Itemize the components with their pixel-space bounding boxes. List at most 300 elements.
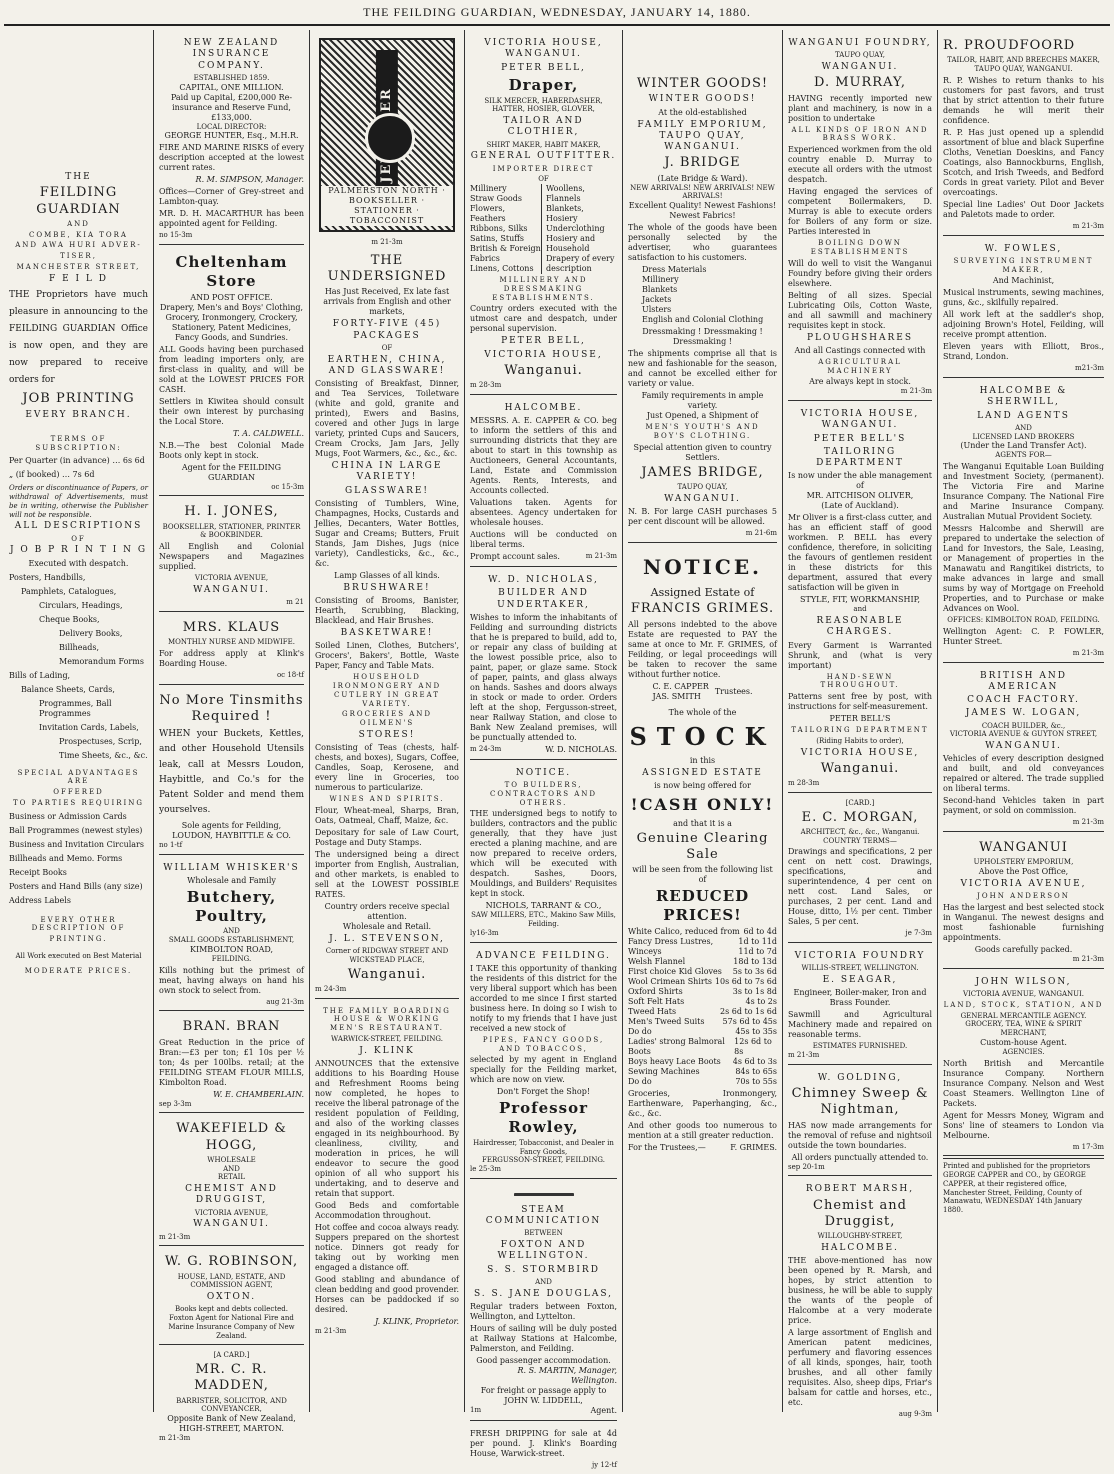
ad-ref: oc 15-3m [271,482,304,491]
ad-ref: aug 21-3m [266,997,304,1006]
ad-title: HALCOMBE. [504,402,583,413]
ad-line: ESTABLISHED 1859. [193,73,270,82]
ad-line: is now being offered for [654,780,751,790]
ad-line: SAW MILLERS, ETC., Makino Saw Mills, Feilding. [471,911,616,928]
ad-line: Hairdresser, Tobacconist, and Dealer in Fancy Goods, [473,1138,614,1156]
ad-line: VICTORIA AVENUE, [194,1208,269,1217]
ad-line: BUILDER AND UNDERTAKER, [497,588,590,610]
price-value: 1d to 11d [738,936,777,946]
ad-line: Prompt account sales. [470,552,560,561]
ad-body: Settlers in Kiwitea should consult their own interest by purchasing the Local Store. [159,396,304,426]
terms-row: „ (if booked) … 7s 6d [9,470,95,480]
ad-halcombe-sherwill [943,380,1104,663]
ad-line: LOCAL DIRECTOR: [196,122,267,131]
list-item: Hosiery and [546,234,596,243]
list-item: Flowers, Feathers [470,204,506,223]
ad-line: (Late of Auckland). [821,501,899,511]
ad-line: TAILORING DEPARTMENT [816,446,904,468]
price-value: 11d to 7d [738,946,777,956]
price-row [628,1027,777,1037]
ad-golding [788,1067,932,1177]
ad-line: BARRISTER, SOLICITOR, AND CONVEYANCER, [176,1396,287,1414]
ad-line: WHOLESALE [207,1155,256,1164]
ad-title: Cheltenham Store [175,253,288,290]
masthead-title: THE FEILDING GUARDIAN, WEDNESDAY, JANUARY 14, 1880. [4,0,1110,26]
ad-body: All work left at the saddler's shop, adjoining Brown's Hotel, Feilding, will receive prompt attention. [943,310,1104,340]
ad-line: VICTORIA AVENUE, WANGANUI. [962,990,1085,998]
ad-line: Wanganui. [820,760,900,776]
ad-line: At the old-established [658,107,747,117]
price-value: 5s to 3s 6d [732,966,777,976]
ad-title: VICTORIA HOUSE, WANGANUI. [800,409,920,431]
item: Billheads, [59,642,99,652]
column-5 [623,30,783,1412]
ad-jones [159,498,304,612]
price-item: First choice Kid Gloves [628,966,722,976]
ad-body: Consisting of Breakfast, Dinner, and Tea Services, Toiletware (white and gold, granite and printed), Ewers and Basins, covered and other Jugs in large variety, printed Cups and Saucers, Cream Crocks, Jam Jars, Jelly Mugs, Foot Warmers, &c., &c., &c. [315,379,459,458]
price-row [628,937,777,947]
ad-line: Just Opened, a Shipment of [646,411,759,420]
ad-line: LAND, STOCK, STATION, AND [943,1000,1104,1009]
ad-line: Books kept and debts collected. [175,1305,288,1314]
ad-halcombe-capper [470,397,617,567]
ad-marsh [788,1178,932,1423]
price-item: Men's Tweed Suits [628,1016,705,1026]
item: Programmes, Ball Programmes [39,698,112,718]
price-item: Ladies' strong Balmoral Boots [628,1036,725,1056]
ad-body: N.B.—The best Colonial Made Boots only kept in stock. [159,440,304,460]
ad-body: Depositary for sale of Law Court, Postage and Duty Stamps. [315,827,459,847]
column-4 [465,30,623,1469]
ad-line: Lamp Glasses of all kinds. [334,570,440,580]
price-row [628,1067,777,1077]
ad-body: Consisting of Tumblers, Wine, Champagnes, Hocks, Custards and Jellies, Decanters, Water Bottles, Sugar and Creams; Butters, Fruit Stands, Jam Dishes, Jugs (nice variety), Candlesticks, &c., &c., &c. [315,498,459,568]
ad-line: E. SEAGAR, [822,975,898,985]
ad-line: Goods carefully packed. [974,945,1073,954]
ad-body: FIRE AND MARINE RISKS of every description accepted at the lowest current rates. [159,143,304,173]
ad-line: WANGANUI. [985,741,1062,751]
ad-ref: m 24-3m [315,984,347,993]
ad-line: Trustees. [714,686,753,696]
ad-dripping [470,1423,617,1474]
price-row [628,967,777,977]
ad-ref: m 21-3m [585,552,617,560]
price-value: 84s to 65s [735,1066,777,1076]
ad-body: Mr Oliver is a first-class cutter, and has an efficient staff of good workmen. P. BELL has every confidence, therefore, in soliciting the favours of gentlemen resident in these districts for this department, assured that every satisfaction will be given in [788,513,932,593]
ad-line: UPHOLSTERY EMPORIUM, [973,858,1074,867]
ad-ref: m 21-3m [159,1434,191,1443]
executed: Executed with despatch. [28,558,129,568]
col1-line: THE [65,172,92,182]
price-value: 6d to 4d [743,926,777,936]
ad-title: MR. C. R. MADDEN, [194,1362,269,1394]
ad-body: Flour, Wheat-meal, Sharps, Bran, Oats, Oatmeal, Chaff, Maize, &c. [315,805,459,825]
list-item: Blankets [642,285,678,294]
ad-line: And Machinist, [992,276,1055,286]
ad-line: AND [223,927,240,936]
list-item: Ulsters [642,305,672,314]
column-1 [4,30,154,1412]
item: Memorandum Forms [59,656,144,666]
ad-footer-row [628,1143,777,1153]
ad-signature: NICHOLS, TARRANT & CO., [485,901,602,911]
ad-ref: je 7-3m [905,929,932,938]
ad-klaus [159,614,304,685]
ad-signature: JAS. SMITH [652,691,701,701]
ad-ref: m 28-3m [788,779,820,787]
price-item: Tweed Hats [628,1006,677,1016]
ad-line: TAUPO QUAY, [677,482,728,491]
ad-body: HAVING recently imported new plant and machinery, is now in a position to undertake [788,93,932,123]
item: Bills of Lading, [9,670,71,680]
ad-coach-factory [943,665,1104,833]
ad-body: And other goods too numerous to mention at a still greater reduction. [628,1120,777,1140]
ad-line: HOUSE, LAND, ESTATE, AND COMMISSION AGENT, [177,1272,286,1290]
ad-body: Patterns sent free by post, with instructions for self-measurement. [788,692,932,711]
ad-body: Consisting of Teas (chests, half-chests, and boxes), Sugars, Coffee, Candles, Soap, Kerosene, and every line in Groceries, too numerous to particularize. [315,743,459,792]
col1-line: AND AWA HURI ADVER- [15,241,142,250]
ad-line: and [853,605,867,614]
ad-line: (Late Bridge & Ward). [657,173,748,183]
req: Ball Programmes (newest styles) [9,825,143,835]
offered: OFFERED [53,788,104,797]
ad-title: E. C. MORGAN, [801,809,919,825]
banner-sub: PALMERSTON NORTH · BOOKSELLER · STATIONER · TOBACCONIST [321,186,453,226]
ad-line: Above the Post Office, [978,867,1069,876]
ad-ref: 1m [470,1405,482,1414]
ad-title: WINTER GOODS! [636,76,769,91]
ad-line: GLASSWARE! [344,485,430,496]
list-item: Linens, Cottons [470,264,534,273]
ad-line: EARTHEN, CHINA, AND GLASSWARE! [327,354,447,376]
ad-line: WANGANUI. [193,1219,270,1230]
parties: TO PARTIES REQUIRING [12,798,144,807]
price-item: Do do [628,1026,652,1036]
ad-line: NEW ARRIVALS! NEW ARRIVALS! NEW ARRIVALS! [630,183,775,201]
price-item: Boys heavy Lace Boots [628,1056,721,1066]
ad-body: Every Garment is Warranted Shrunk, and (what is very important) [788,640,932,670]
item: Pamphlets, Catalogues, [21,586,117,596]
ad-line: Draper, [508,75,579,94]
ad-ref: oc 18-tf [276,670,304,679]
ad-body: Special line Ladies' Out Door Jackets and Paletots made to order. [943,199,1104,219]
ad-line: All orders punctually attended to. [791,1152,929,1162]
col1-line: MANCHESTER STREET, [16,262,141,271]
ad-line: FRANCIS GRIMES. [630,601,775,617]
ad-victoria-foundry [788,945,932,1065]
ad-body: A large assortment of English and American patent medicines, perfumery and flavoring essences of all kinds, sponges, hair, tooth brushes, and all other family requisites. Also, sheep dips, Friar's balsam for cattle and horses, etc., etc. [788,1328,932,1407]
ad-nicholas [470,569,617,760]
ad-line: and that it is a [673,818,732,828]
column-7 [938,30,1109,1412]
ad-line: VICTORIA AVENUE, [960,879,1087,889]
price-row [628,1037,777,1057]
ad-signature: F. GRIMES. [730,1142,777,1152]
item: Prospectuses, Scrip, [59,736,142,746]
ad-line: STOCK [629,721,776,751]
ad-title: ADVANCE FEILDING. [476,950,611,961]
winter-list [642,265,777,325]
ad-line: AND [223,1164,240,1173]
ad-line: STYLE, FIT, WORKMANSHIP, [800,595,920,605]
terms-row: Per Quarter (in advance) … 6s 6d [9,456,145,466]
list-item: Dress Materials [642,265,707,274]
trustees-block [628,682,777,702]
ad-line: Engineer, Boiler-maker, Iron and Brass Founder. [793,988,927,1008]
ad-body: ALL Goods having been purchased from leading importers only, are first-class in quality, and will be sold at the LOWEST PRICES FOR CASH. [159,344,304,394]
ad-line: AGRICULTURAL MACHINERY [818,357,902,375]
ad-signature: T. A. CALDWELL. [233,428,304,438]
price-value: 3s to 1s 8d [732,986,777,996]
list-item: Straw Goods [470,194,522,203]
price-value: 4s to 2s [745,996,777,1006]
ad-fowles [943,238,1104,379]
ad-ref: m 21-3m [315,1326,347,1335]
ad-footer-row [470,1406,617,1416]
item: Circulars, Headings, [39,600,123,610]
ad-line: ESTIMATES FURNISHED. [812,1042,908,1051]
steamship-icon [514,1189,574,1201]
pocket-watch-icon [365,113,415,163]
ad-body: Good stabling and abundance of clean bedding and good provender. Horses can be paddocked if so desired. [315,1274,459,1314]
ad-title: NOTICE. [642,554,763,579]
terms-title: TERMS OF SUBSCRIPTION: [35,434,122,452]
job-printing-title: JOB PRINTING [22,391,135,407]
goods-list [470,184,617,274]
ad-signature: J. L. STEVENSON, [329,933,445,944]
ad-line: GROCERY, TEA, WINE & SPIRIT MERCHANT, [965,1020,1082,1037]
ad-body: Messrs Halcombe and Sherwill are prepared to undertake the selection of Land for Investors, the Sale, Leasing, or Management of properties in the Manawatu and Rangitikei districts, to make advances in large and small sums by way of Mortgage on Freehold Properties, and to Purchase or make Advances on Wool. [943,524,1104,613]
ad-title: HALCOMBE & SHERWILL, [979,386,1068,408]
ad-line: PETER BELL, [501,62,586,73]
ad-title: BRITISH AND AMERICAN [980,670,1067,692]
ad-ref: m 21-3m [1072,221,1104,230]
ad-line: AND POST OFFICE. [190,292,273,302]
list-item: Millinery [642,275,679,284]
ad-line: Drapery, Men's and Boys' Clothing, Grocery, Ironmongery, Crockery, Stationery, Patent Medicines, Fancy Goods, and Sundries. [159,302,304,342]
ad-line: FEILDING. [211,954,252,963]
price-value: 10s 6d to 7s 6d [714,976,777,986]
ad-line: CAPITAL, ONE MILLION. [179,82,284,92]
ad-line: WANGANUI. [193,584,270,595]
ad-title: WILLIAM WHISKER'S [163,862,300,873]
ad-line: WANGANUI. [664,493,741,504]
ad-line: Agent for the FEILDING GUARDIAN [181,462,282,482]
ad-ref: m 17-3m [1072,1142,1104,1151]
ad-body: R. P. Has just opened up a splendid assortment of blue and black Superfine Cloths, Venetian Doeskins, and Fancy Coatings, also Bannockburns, English, Scotch, and Irish Tweeds, and Bedford Cords in great variety. Pilot and Bever overcoatings. [943,127,1104,197]
price-item: White Calico, reduced from [628,926,740,936]
ad-title: R. PROUDFOORD [943,38,1076,53]
ad-line: HALCOMBE. [821,1242,899,1253]
req: Address Labels [9,895,71,905]
ad-body: The Wanganui Equitable Loan Building and Investment Society, (permanent). The Victoria Fire and Marine Insurance Company. The National Fire and Marine Insurance Company. Australian Mutual Provident Society. [943,462,1104,521]
ad-body: Groceries, Ironmongery, Earthenware, Paperhanging, &c., &c., &c. [628,1088,777,1118]
price-value: 18d to 13d [733,956,777,966]
ad-line: VICTORIA AVENUE, [194,574,269,582]
imprint: Printed and published for the proprietors GEORGE CAPPER and CO., by GEORGE CAPPER, at their registered office, Manchester Street, Feilding, County of Manawatu, WEDNESDAY 14th January 1880. [943,1158,1104,1215]
ad-line: BASKETWARE! [340,628,434,638]
ad-signature: JAMES BRIDGE, [641,464,764,480]
ad-line: !CASH ONLY! [630,794,775,814]
ad-line: ARCHITECT, &c., &c., Wanganui. [800,827,920,836]
ad-ref: m 21-3m [159,1232,191,1241]
ad-line: RETAIL [217,1173,246,1182]
ad-line: JAMES W. LOGAN, [965,708,1082,719]
col1-line: FEILDING GUARDIAN [36,185,121,217]
ad-ref: le 25-3m [470,1165,501,1173]
ad-line: Wanganui. [347,966,427,982]
ad-body: Wishes to inform the inhabitants of Feilding and surrounding districts that he is prepared to build, add to, or repair any class of building at the lowest possible price, also to paint, paper, or glaze same. Stock of paper, paints, and glass always on hands. Sashes and doors always in stock or made to order. Orders left at the shop, Fergusson-street, near Railway Station, and close to Bank New Zealand premises, will be punctually attended to. [470,612,617,742]
ad-line: HOUSEHOLD IRONMONGERY AND CUTLERY IN GREAT VARIETY. [332,673,442,708]
column-6 [783,30,938,1418]
ad-line: GEORGE HUNTER, Esq., M.H.R. [164,131,299,141]
ad-line: BOOKSELLER, STATIONER, PRINTER & BOOKBINDER. [162,522,301,540]
ad-line: VICTORIA AVENUE & GUYTON STREET, [949,730,1098,739]
ad-wakefield [159,1115,304,1246]
ad-line: WANGANUI. [821,62,899,72]
ad-line: FAMILY EMPORIUM, TAUPO QUAY, WANGANUI. [637,119,768,152]
columns [4,30,1110,1469]
ad-line: Butchery, Poultry, [186,887,277,925]
price-row [628,987,777,997]
ad-ref: no 15-3m [159,231,193,240]
ad-body: Wellington Agent: C. P. FOWLER, Hunter Street. [943,626,1104,646]
ad-body: For address apply at Klink's Boarding House. [159,648,304,668]
ad-line: SHIRT MAKER, HABIT MAKER, [486,140,601,149]
ad-line: FORTY-FIVE (45) PACKAGES [332,319,442,341]
ad-line: VICTORIA HOUSE, [484,349,603,360]
ad-line: TAILOR, HABIT, AND BREECHES MAKER, [947,56,1100,65]
ad-title: THE UNDERSIGNED [327,252,447,284]
ad-line: BRUSHWARE! [343,582,431,593]
ad-line: Opposite Bank of New Zealand, HIGH-STREET, MARTON. [167,1414,296,1434]
ad-title: WANGANUI [979,840,1068,855]
special-adv: SPECIAL ADVANTAGES ARE [17,768,140,786]
list-item: British & Foreign Fabrics [470,244,541,263]
of-label: OF [71,534,86,543]
ad-body: FRESH DRIPPING for sale at 4d per pound. J. Klink's Boarding House, Warwick-street. [470,1428,617,1458]
ad-line: TAUPO QUAY, [834,51,886,60]
ad-madden [159,1347,304,1447]
ad-line: Custom-house Agent. [980,1037,1067,1047]
column-3 [310,30,465,1412]
price-item: Soft Felt Hats [628,996,685,1006]
ad-line: TAILORING DEPARTMENT [791,726,929,734]
orders-note: Orders or discontinuance of Papers, or withdrawal of Advertisements, must be in writing, otherwise the Publisher will not be responsible. [9,484,148,519]
ad-title: WANGANUI FOUNDRY, [788,38,932,48]
list-item: Blankets, Hosiery [546,204,584,223]
every-other: EVERY OTHER DESCRIPTION OF [31,915,126,933]
ad-line: REASONABLE CHARGES. [816,616,904,638]
col1-line: COMBE, KIA TORA [29,230,128,239]
ad-line: Sole agents for Feilding, [181,820,282,830]
job-printing-2: J O B P R I N T I N G [9,545,148,556]
ad-line: REDUCED PRICES! [655,887,750,924]
ad-body: Kills nothing but the primest of meat, having always on hand his own stock to select from. [159,965,304,995]
ad-line: MONTHLY NURSE AND MIDWIFE. [168,638,295,646]
ad-line: Country orders receive special attention. [324,901,450,921]
ad-line: Good passenger accommodation. [476,1355,611,1365]
ad-line: KIMBOLTON ROAD, [189,944,274,954]
ad-line: Is now under the able management of [788,471,932,491]
price-row [628,1057,777,1067]
list-item: Satins, Stuffs [470,234,525,243]
ad-line: J. KLINK [359,1045,415,1056]
ad-winter-goods [628,32,777,543]
ad-title: NEW ZEALAND INSURANCE COMPANY. [183,38,280,71]
ad-line: STORES! [358,729,416,740]
ad-line: Corner of RIDGWAY STREET AND WICKSTEAD PLACE, [325,947,449,964]
ad-body: All English and Colonial Newspapers and Magazines supplied. [159,542,304,571]
ad-footer-row [470,552,617,562]
ad-line: ALL KINDS OF IRON AND BRASS WORK. [791,125,929,143]
ad-title: BRAN. BRAN [182,1019,281,1035]
list-item: English and Colonial Clothing [642,315,764,324]
ad-nz-insurance [159,32,304,245]
ad-line: Wholesale and Family [187,875,276,885]
ad-line: Has Just Received, Ex late fast arrivals from English and other markets, [323,287,451,317]
ad-body: Agent for Messrs Money, Wigram and Sons' line of steamers to London via Melbourne. [943,1110,1104,1140]
req: Business and Invitation Circulars [9,839,144,849]
ad-body: WHEN your Buckets, Kettles, and other Household Utensils leak, call at Messrs Loudon, Haybittle, and Co.'s for the Patent Solder and mend them yourselves. [159,729,304,816]
col1-line: AND [67,219,90,228]
price-row [628,997,777,1007]
all-work: All Work executed on Best Material [15,951,142,960]
ad-body: Vehicles of every description designed and built, and old conveyances repaired or altered. The trade supplied on liberal terms. [943,754,1104,794]
ad-body: Valuations taken. Agents for absentees. Agency undertaken for wholesale houses. [470,498,617,527]
ad-line: OXTON. [206,1292,257,1303]
price-row [628,957,777,967]
ad-ref: m 21-3m [371,238,403,246]
ad-body: The shipments comprise all that is new and fashionable for the season, and cannot be excelled either for variety or value. [628,349,777,388]
ad-line: [A CARD.] [213,1351,250,1360]
ad-body: Hot coffee and cocoa always ready. Suppers prepared on the shortest notice. Dinners got ready for taking out by working men engaged a distance off. [315,1222,459,1272]
item: Delivery Books, [59,628,123,638]
ad-body: Musical instruments, sewing machines, guns, &c., skilfully repaired. [943,288,1104,308]
moderate: MODERATE PRICES. [24,966,133,975]
req: Business or Admission Cards [9,811,127,821]
ad-body: Will do well to visit the Wanganui Foundry before giving their orders elsewhere. [788,258,932,288]
ad-body: North British and Mercantile Insurance Company. Northern Insurance Company. Nelson and West Coast Steamers. Wellington Line of Packets. [943,1058,1104,1108]
ad-line: LICENSED LAND BROKERS [972,432,1075,441]
ad-ref: ly16-3m [470,928,499,937]
ad-line: Professor Rowley, [499,1099,588,1136]
ad-signature: PETER BELL, [501,336,586,347]
ad-grimes-notice [628,545,777,1157]
list-item: Millinery [470,184,507,193]
price-row [628,1017,777,1027]
printing: PRINTING. [49,935,108,944]
ad-line: COACH FACTORY. [967,695,1080,705]
ad-line: BOILING DOWN ESTABLISHMENTS [810,239,910,256]
ad-notice-builders [470,762,617,943]
price-row [628,1077,777,1087]
ad-line: SILK MERCER, HABERDASHER, HATTER, HOSIER, GLOVER, [484,96,603,114]
ad-title: W. D. NICHOLAS, [488,575,599,585]
ad-body: HAS now made arrangements for the removal of refuse and nightsoil outside the town boundaries. [788,1120,932,1150]
trustees-names [652,682,708,702]
ad-wilson [943,971,1104,1157]
ad-body: THE undersigned begs to notify to builders, contractors and the public generally, that they have just erected a planing machine, and are now prepared to receive orders, which will be executed with despatch. Sashes, Doors, Mouldings, and Builders' Requisites kept in stock. [470,809,617,899]
ad-body: R. P. Wishes to return thanks to his customers for past favors, and trust that by strict attention to their future demands he will merit their confidence. [943,75,1104,125]
price-item: Wool Crimean Shirts [628,976,713,986]
ad-title: MRS. KLAUS [182,619,281,635]
ad-body: Having engaged the services of competent Boilermakers, D. Murray is able to execute orders for Boilers of any form or size. Parties interested in [788,187,932,236]
ad-line: CHINA IN LARGE VARIETY! [331,461,443,483]
ad-body: All persons indebted to the above Estate are requested to PAY the same at once to Mr. F. GRIMES, of Feilding, or legal proceedings will be taken to recover the same without further notice. [628,619,777,679]
ad-line: GROCERIES AND OILMEN'S [341,710,433,727]
ad-line: COACH BUILDER, &c., [981,721,1066,730]
